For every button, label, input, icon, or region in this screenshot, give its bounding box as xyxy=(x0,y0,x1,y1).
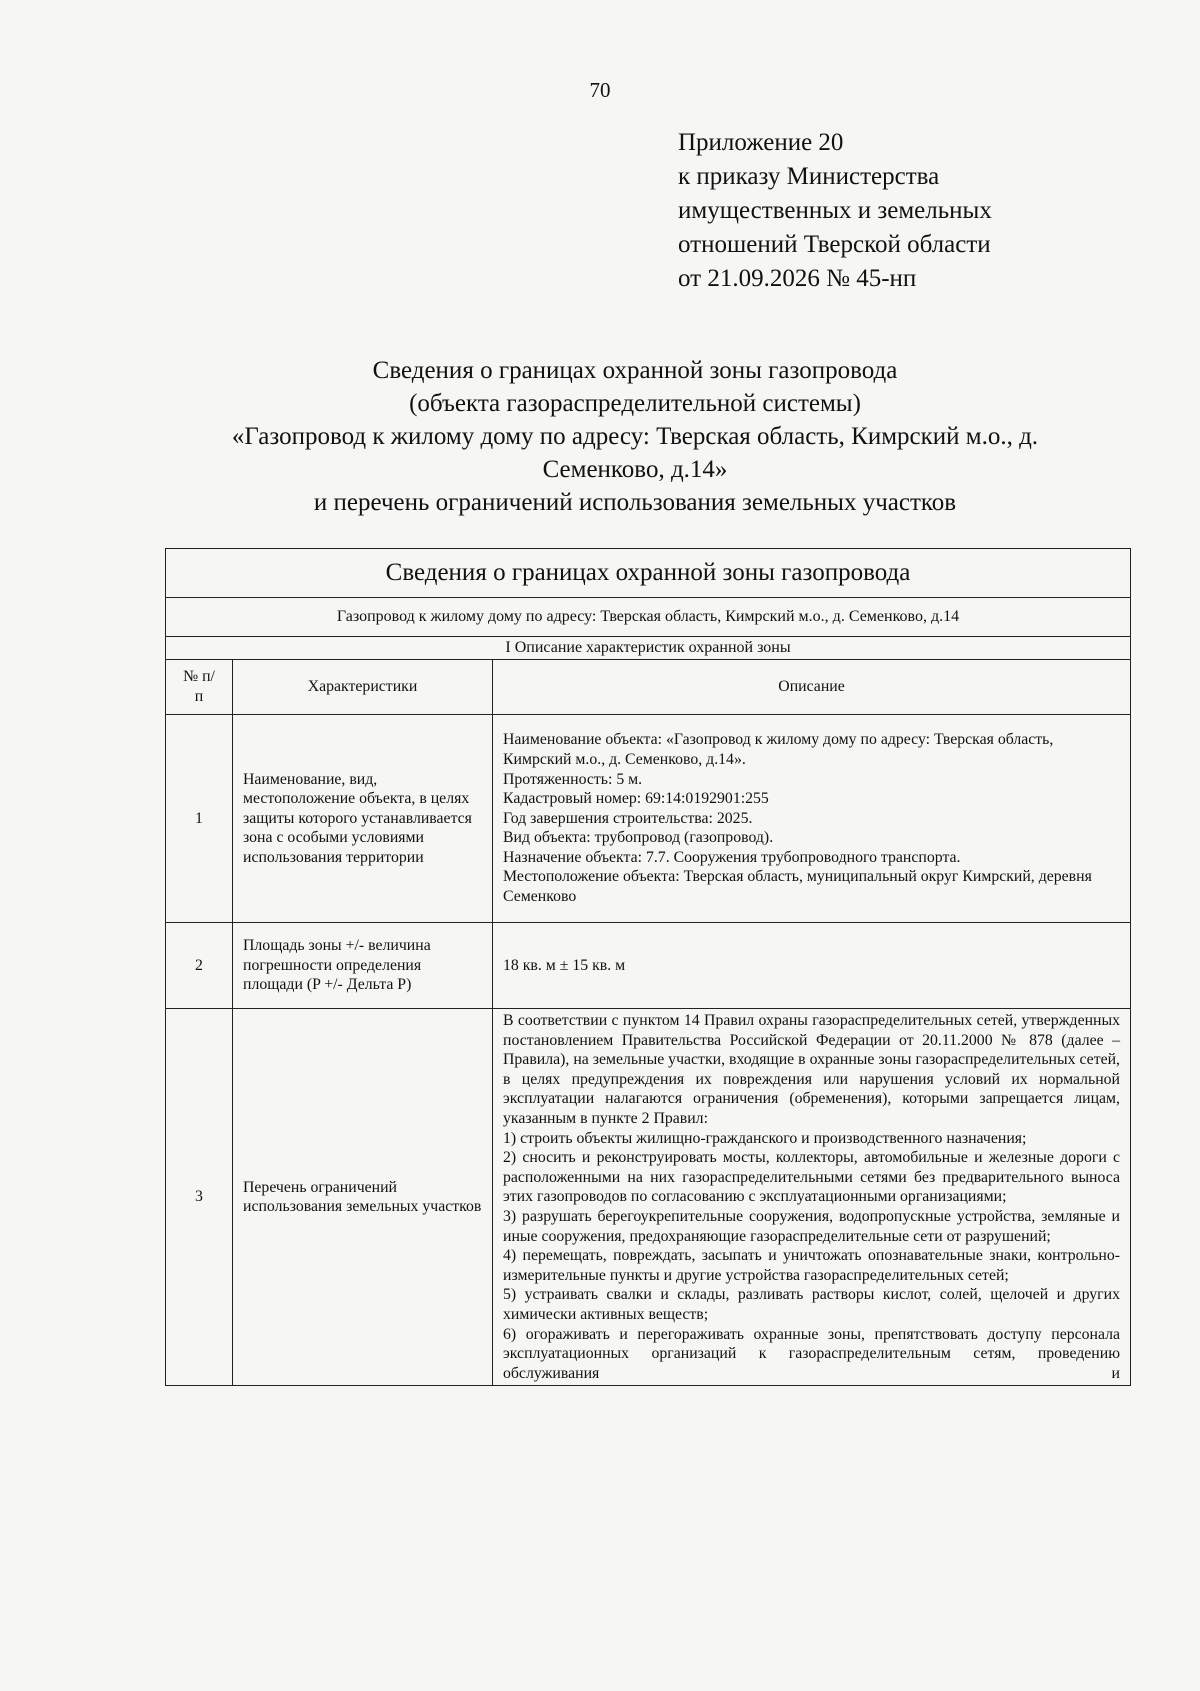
object-name-row: Газопровод к жилому дому по адресу: Тверская область, Кимрский м.о., д. Семенково, д.14 xyxy=(166,598,1131,637)
row-description: 18 кв. м ± 15 кв. м xyxy=(493,923,1131,1009)
section-heading: I Описание характеристик охранной зоны xyxy=(166,637,1131,660)
row-characteristic: Перечень ограничений использования земельных участков xyxy=(233,1009,493,1386)
restriction-item: 4) перемещать, повреждать, засыпать и уничтожать опознавательные знаки, контрольно-измерительные пункты и другие устройства газораспределительных сетей; xyxy=(503,1247,1121,1284)
appendix-reference xyxy=(678,126,992,296)
header-description: Описание xyxy=(493,660,1131,715)
appendix-line: Приложение 20 xyxy=(678,129,844,156)
row-number: 2 xyxy=(166,923,233,1009)
restriction-item: 3) разрушать берегоукрепительные сооружения, водопропускные устройства, земляные и иные сооружения, предохраняющие газораспределительные сети от разрушений; xyxy=(503,1207,1121,1245)
restriction-item: 1) строить объекты жилищно-гражданского и производственного назначения; xyxy=(503,1129,1027,1147)
table-row xyxy=(166,923,1131,1009)
description-line: Местоположение объекта: Тверская область, муниципальный округ Кимрский, деревня Семенково xyxy=(503,868,1092,906)
appendix-line: имущественных и земельных xyxy=(678,197,992,224)
title-line: и перечень ограничений использования земельных участков xyxy=(313,489,957,516)
description-line: Год завершения строительства: 2025. xyxy=(503,809,753,827)
title-line: Сведения о границах охранной зоны газопровода xyxy=(372,357,898,384)
table-row xyxy=(166,1009,1131,1386)
row-characteristic: Наименование, вид, местоположение объекта, в целях защиты которого устанавливается зона с особыми условиями использования территории xyxy=(233,715,493,923)
restriction-paragraph: В соответствии с пунктом 14 Правил охраны газораспределительных сетей, утвержденных постановлением Правительства Российской Федерации от 20.11.2000 № 878 (далее – Правила), на земельные участки, входящие в охранные зоны газораспределительных сетей, в целях предупреждения их повреждения или нарушения условий их нормальной эксплуатации налагаются ограничения (обременения), которыми запрещается лицам, указанным в пункте 2 Правил: xyxy=(503,1012,1121,1127)
row-number: 3 xyxy=(166,1009,233,1386)
table-row xyxy=(166,715,1131,923)
restriction-item: 2) сносить и реконструировать мосты, коллекторы, автомобильные и железные дороги с расположенными на них газораспределительными сетями без предварительного выноса этих газопроводов по согласованию с эксплуатационными организациями; xyxy=(503,1149,1121,1206)
restriction-item: 5) устраивать свалки и склады, разливать растворы кислот, солей, щелочей и других химически активных веществ; xyxy=(503,1286,1121,1323)
appendix-line: отношений Тверской области xyxy=(678,231,991,258)
description-line: Протяженность: 5 м. xyxy=(503,770,643,788)
row-characteristic: Площадь зоны +/- величина погрешности определения площади (P +/- Дельта P) xyxy=(233,923,493,1009)
table-header-row xyxy=(166,660,1131,715)
description-line: Кадастровый номер: 69:14:0192901:255 xyxy=(503,790,769,808)
title-line: Семенково, д.14» xyxy=(542,456,728,483)
row-number: 1 xyxy=(166,715,233,923)
page-number: 70 xyxy=(589,78,611,102)
row-description xyxy=(493,715,1131,923)
row-description xyxy=(493,1009,1131,1386)
title-line: (объекта газораспределительной системы) xyxy=(409,390,861,417)
description-line: Наименование объекта: «Газопровод к жилому дому по адресу: Тверская область, Кимрский м.о., д. Семенково, д.14». xyxy=(503,731,1054,768)
protection-zone-table xyxy=(165,548,1131,1386)
appendix-line: к приказу Министерства xyxy=(678,163,940,190)
header-num: № п/п xyxy=(166,660,233,715)
title-line: «Газопровод к жилому дому по адресу: Тверская область, Кимрский м.о., д. xyxy=(231,423,1039,450)
restriction-item: 6) огораживать и перегораживать охранные зоны, препятствовать доступу персонала эксплуатационных организаций к газораспределительным сетям, проведению обслуживания и xyxy=(503,1325,1121,1382)
table-caption: Сведения о границах охранной зоны газопровода xyxy=(166,549,1131,598)
appendix-line: от 21.09.2026 № 45-нп xyxy=(678,265,917,292)
description-line: Назначение объекта: 7.7. Сооружения трубопроводного транспорта. xyxy=(503,848,961,866)
document-title xyxy=(150,354,1120,519)
description-line: Вид объекта: трубопровод (газопровод). xyxy=(503,829,774,847)
header-characteristics: Характеристики xyxy=(233,660,493,715)
